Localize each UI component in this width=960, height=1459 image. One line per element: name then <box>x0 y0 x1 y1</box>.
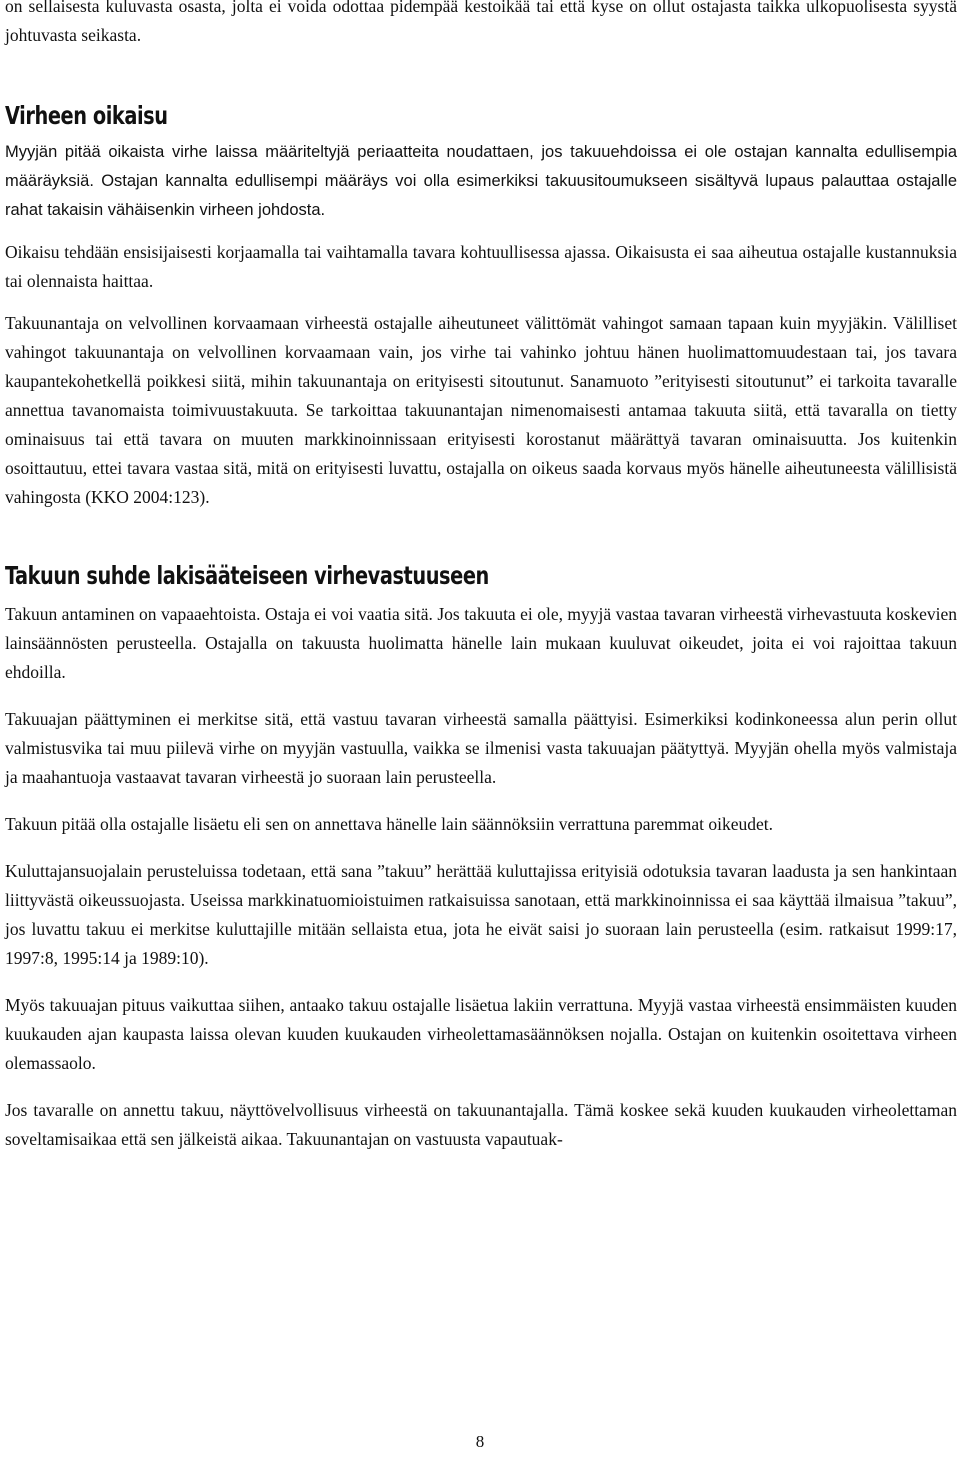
paragraph: Myyjän pitää oikaista virhe laissa määriteltyjä periaatteita noudattaen, jos takuuehdoissa ei ole ostajan kannalta edullisempia määräyksiä. Ostajan kannalta edullisempi määräys voi olla esimerkiksi takuusitoumukseen sisältyvä lupaus palauttaa ostajalle rahat takaisin vähäisenkin virheen johdosta. <box>5 143 957 219</box>
section-heading-virheen-oikaisu: Virheen oikaisu <box>5 101 168 130</box>
page-number: 8 <box>475 1432 485 1451</box>
paragraph: Oikaisu tehdään ensisijaisesti korjaamalla tai vaihtamalla tavara kohtuullisessa ajassa. Oikaisusta ei saa aiheutua ostajalle kustannuksia tai olennaista haittaa. <box>5 242 957 291</box>
document-page <box>5 0 957 1154</box>
paragraph: Takuunantaja on velvollinen korvaamaan virheestä ostajalle aiheutuneet välittömät vahingot samaan tapaan kuin myyjäkin. Välilliset vahingot takuunantaja on velvollinen korvaamaan vain, jos virhe tai vahinko johtuu hänen huolimattomuudestaan tai, jos tavara kaupantekohetkellä poikkesi siitä, mihin takuunantaja on erityisesti sitoutunut. Sanamuoto ”erityisesti sitoutunut” ei tarkoita tavaralle annettua tavanomaista toimivuustakuuta. Se tarkoittaa takuunantajan nimenomaisesti antamaa takuuta siitä, että tavaralla on tietty ominaisuus tai että tavara on muuten markkinoinnissaan erityisesti korostanut määrättyä tavaran ominaisuutta. Jos kuitenkin osoittautuu, ettei tavara vastaa sitä, mitä on erityisesti luvattu, ostajalla on oikeus saada korvaus myös hänelle aiheutuneesta välillisistä vahingosta (KKO 2004:123). <box>5 313 957 507</box>
section-heading-takuun-suhde: Takuun suhde lakisääteiseen virhevastuuseen <box>5 561 489 590</box>
paragraph: Takuuajan päättyminen ei merkitse sitä, että vastuu tavaran virheestä samalla päättyisi. Esimerkiksi kodinkoneessa alun perin ollut valmistusvika tai muu piilevä virhe on myyjän vastuulla, vaikka se ilmenisi vasta takuuajan päätyttyä. Myyjän ohella myös valmistaja ja maahantuoja vastaavat tavaran virheestä jo suoraan lain perusteella. <box>5 709 957 787</box>
paragraph: Jos tavaralle on annettu takuu, näyttövelvollisuus virheestä on takuunantajalla. Tämä koskee sekä kuuden kuukauden virheolettaman soveltamisaikaa että sen jälkeistä aikaa. Takuunantajan on vastuusta vapautuak- <box>5 1100 957 1149</box>
paragraph: Takuun antaminen on vapaaehtoista. Ostaja ei voi vaatia sitä. Jos takuuta ei ole, myyjä vastaa tavaran virheestä virhevastuuta koskevien lainsäännösten perusteella. Ostajalla on takuusta huolimatta hänelle lain mukaan kuuluvat oikeudet, joita ei voi rajoittaa takuun ehdoilla. <box>5 604 957 682</box>
paragraph: Kuluttajansuojalain perusteluissa todetaan, että sana ”takuu” herättää kuluttajissa erityisiä odotuksia tavaran laadusta ja sen hankintaan liittyvästä oikeussuojasta. Useissa markkinatuomioistuimen ratkaisuissa sanotaan, että markkinoinnissa ei saa käyttää ilmaisua ”takuu”, jos luvattu takuu ei merkitse kuluttajille mitään sellaista etua, jota he eivät saisi jo suoraan lain perusteella (esim. ratkaisut 1999:17, 1997:8, 1995:14 ja 1989:10). <box>5 861 957 968</box>
intro-paragraph: on sellaisesta kuluvasta osasta, jolta ei voida odottaa pidempää kestoikää tai että kyse on ollut ostajasta taikka ulkopuolisesta syystä johtuvasta seikasta. <box>5 0 957 45</box>
paragraph: Takuun pitää olla ostajalle lisäetu eli sen on annettava hänelle lain säännöksiin verrattuna paremmat oikeudet. <box>5 814 774 834</box>
paragraph: Myös takuuajan pituus vaikuttaa siihen, antaako takuu ostajalle lisäetua lakiin verrattuna. Myyjä vastaa virheestä ensimmäisten kuuden kuukauden ajan kaupasta laissa olevan kuuden kuukauden virheolettamasäännöksen nojalla. Ostajan on kuitenkin osoitettava virheen olemassaolo. <box>5 995 957 1073</box>
